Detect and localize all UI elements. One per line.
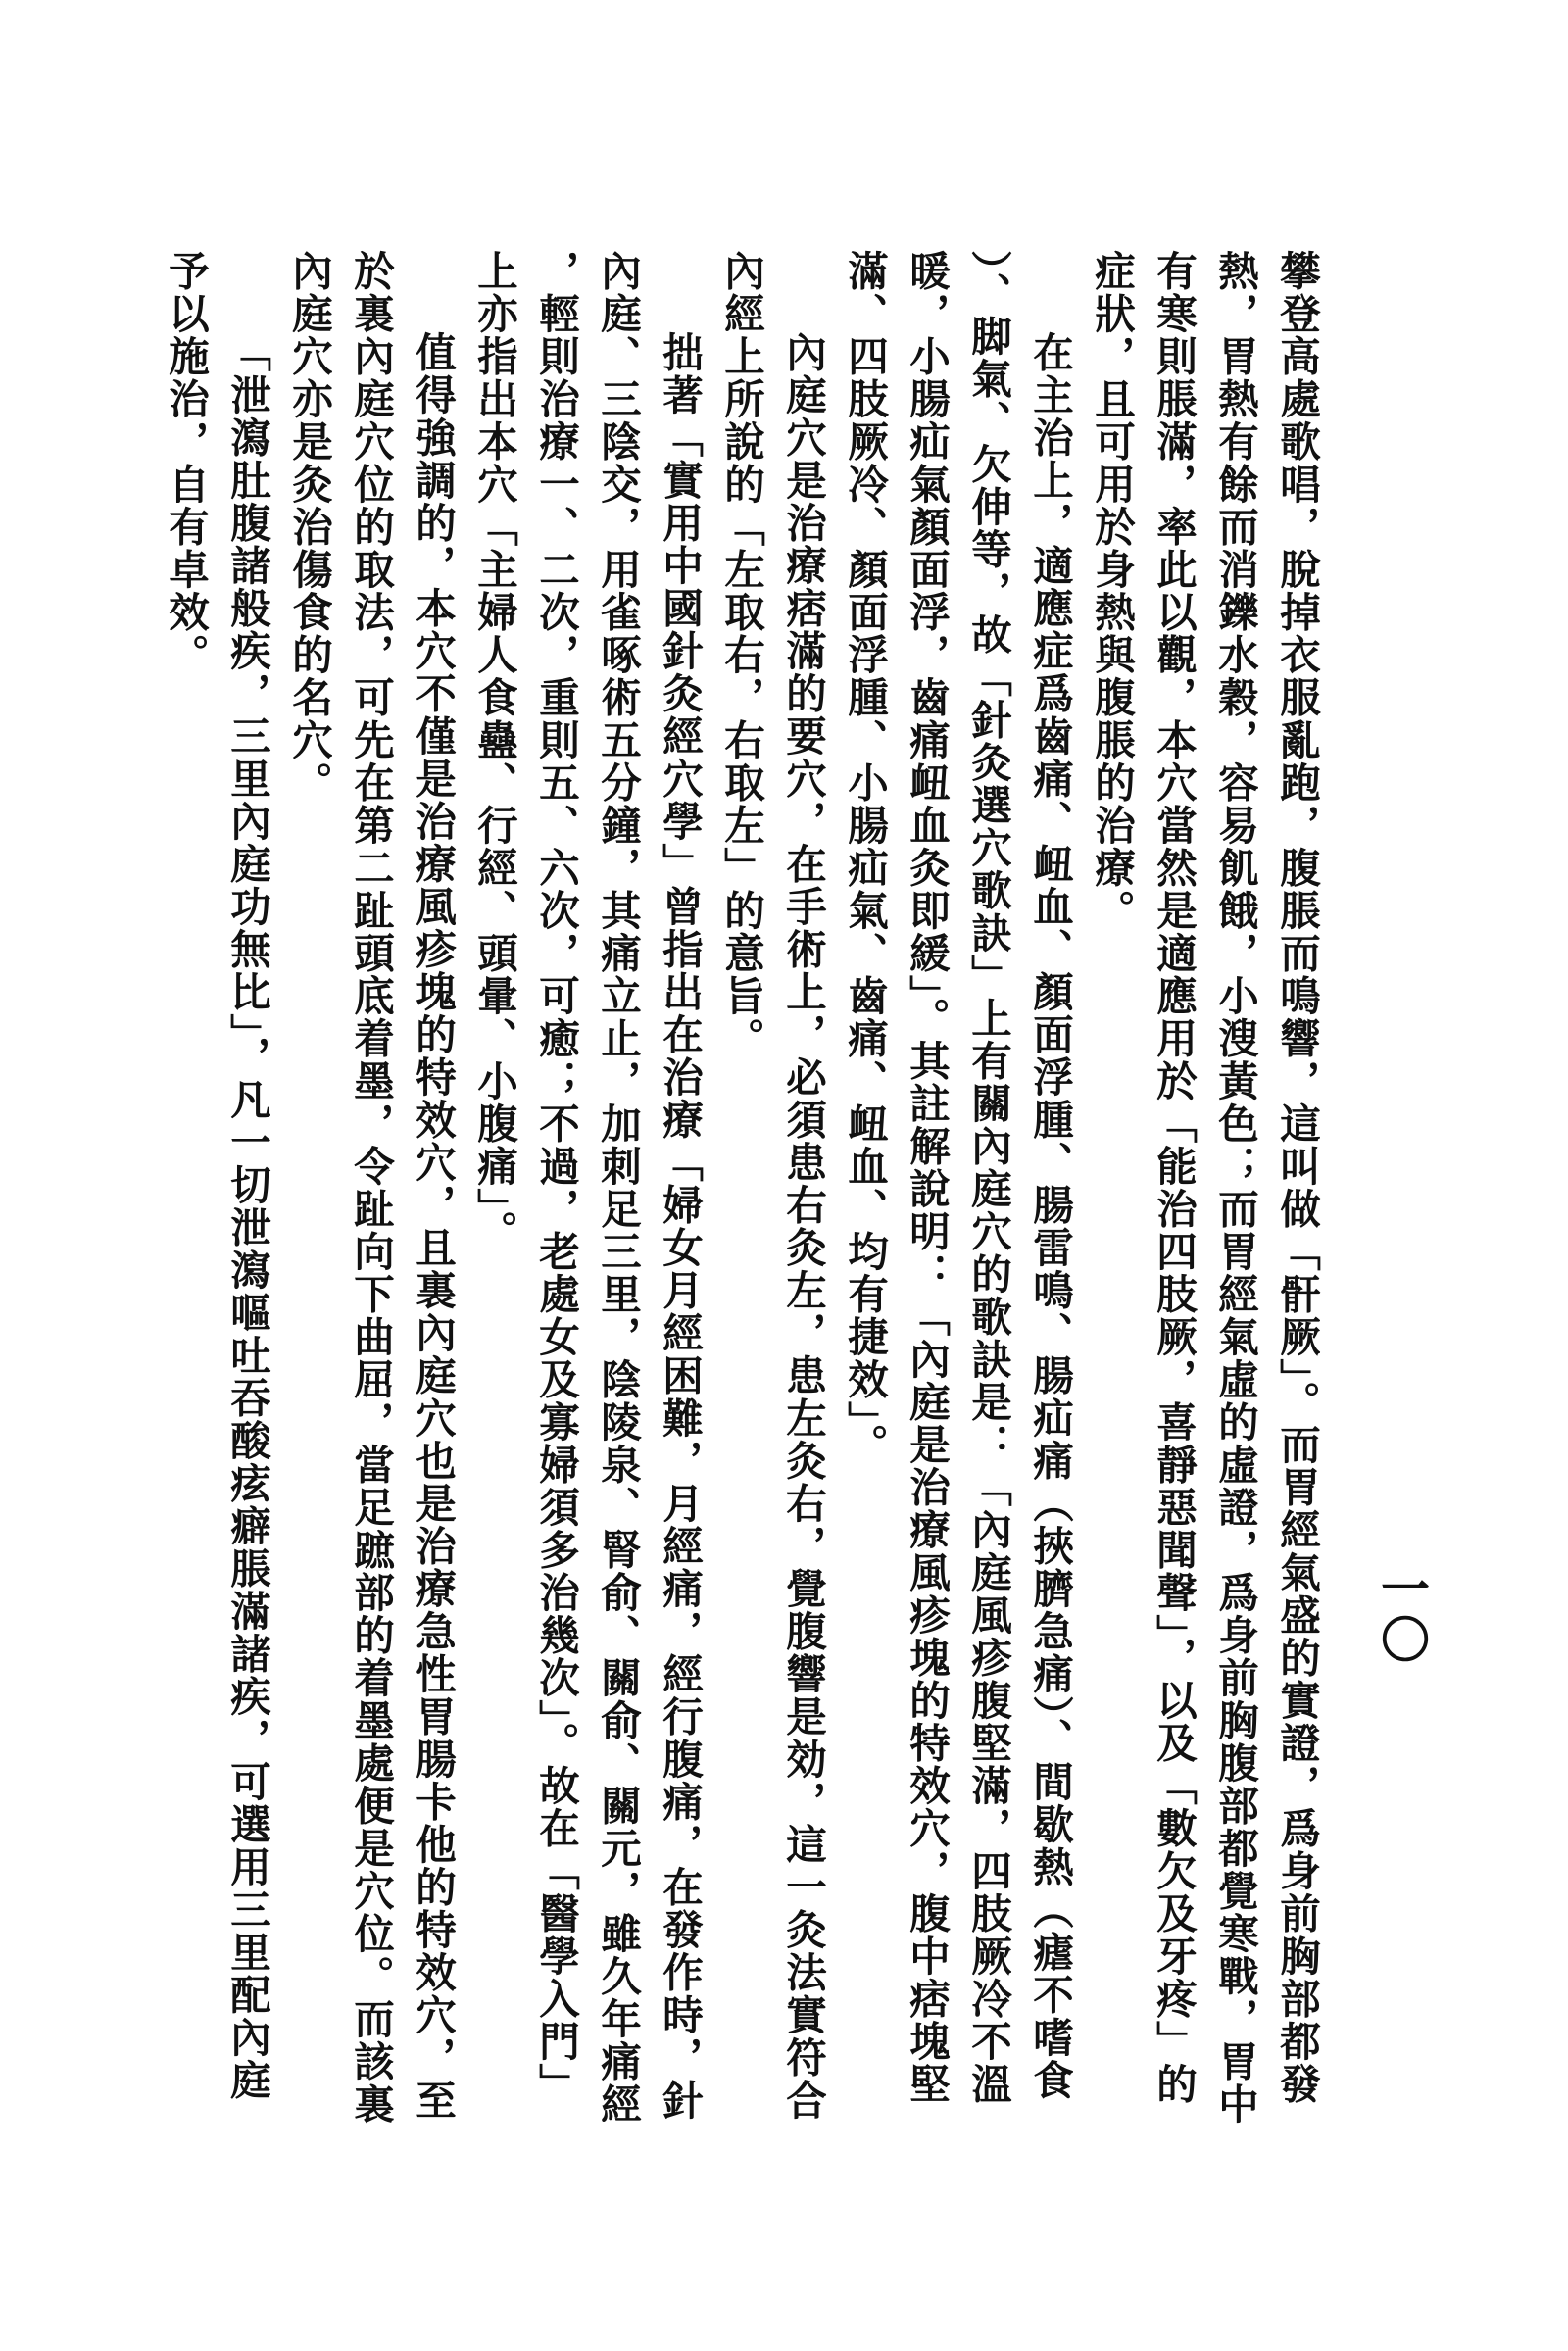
text-line: 暖，小腸疝氣顏面浮，齒痛衄血灸即緩」。其註解說明：「內庭是治療風疹塊的特效穴，腹中痞塊堅 xyxy=(903,250,951,2106)
paragraph-start-line: 值得強調的，本穴不僅是治療風疹塊的特效穴，且裏內庭穴也是治療急性胃腸卡他的特效穴，至 xyxy=(409,331,457,2122)
page-number: 一〇 xyxy=(1373,1563,1431,1665)
text-line: 內庭、三陰交，用雀啄術五分鐘，其痛立止，加刺足三里，陰陵泉、腎俞、關俞、關元，雖久年痛經 xyxy=(594,250,642,2126)
text-line: 內庭穴亦是灸治傷食的名穴。 xyxy=(285,250,333,805)
paragraph-start-line: 在主治上，適應症爲齒痛、衄血、顏面浮腫、腸雷鳴、腸疝痛（挾臍急痛）、間歇熱（瘧不嗜食 xyxy=(1026,331,1074,2102)
text-line: 滿、四肢厥冷、顏面浮腫、小腸疝氣、齒痛、衄血、均有捷效」。 xyxy=(841,250,889,1466)
text-line: 於裏內庭穴位的取法，可先在第二趾頭底着墨，令趾向下曲屈，當足蹠部的着墨處便是穴位。而該裏 xyxy=(347,250,395,2126)
text-line: 予以施治，自有卓效。 xyxy=(162,250,210,676)
text-line: 內經上所說的「左取右，右取左」的意旨。 xyxy=(717,250,765,1060)
text-line: ，輕則治療一、二次，重則五、六次，可癒；不過，老處女及寡婦須多治幾次」。故在「醫學入門」 xyxy=(532,250,580,2106)
paragraph-start-line: 內庭穴是治療痞滿的要穴，在手術上，必須患右灸左，患左灸右，覺腹響是効，這一灸法實符合 xyxy=(779,331,827,2122)
text-line: ）、脚氣、欠伸等，故「針灸選穴歌訣」上有關內庭穴的歌訣是：「內庭風疹腹堅滿，四肢厥冷不溫 xyxy=(964,250,1012,2106)
paragraph-start-line: 「泄瀉肚腹諸般疾，三里內庭功無比」，凡一切泄瀉嘔吐吞酸痃癖脹滿諸疾，可選用三里配內庭 xyxy=(223,331,271,2102)
text-line: 攀登高處歌唱，脫掉衣服亂跑，腹脹而鳴響，這叫做「骭厥」。而胃經氣盛的實證，爲身前胸部都發 xyxy=(1273,250,1321,2106)
text-line: 熱，胃熱有餘而消鑠水穀，容易飢餓，小溲黃色；而胃經氣虛的虛證，爲身前胸腹部都覺寒戰，胃中 xyxy=(1211,250,1259,2126)
body-text xyxy=(155,250,1328,2171)
text-line: 症狀，且可用於身熱與腹脹的治療。 xyxy=(1088,250,1136,932)
text-line: 有寒則脹滿，率此以觀，本穴當然是適應用於「能治四肢厥，喜靜惡聞聲」，以及「數欠及牙疼」的 xyxy=(1150,250,1198,2106)
text-line: 上亦指出本穴「主婦人食蠱、行經、頭暈、小腹痛」。 xyxy=(470,250,518,1253)
paragraph-start-line: 拙著「實用中國針灸經穴學」曾指出在治療「婦女月經困難，月經痛，經行腹痛，在發作時，針 xyxy=(656,331,704,2122)
